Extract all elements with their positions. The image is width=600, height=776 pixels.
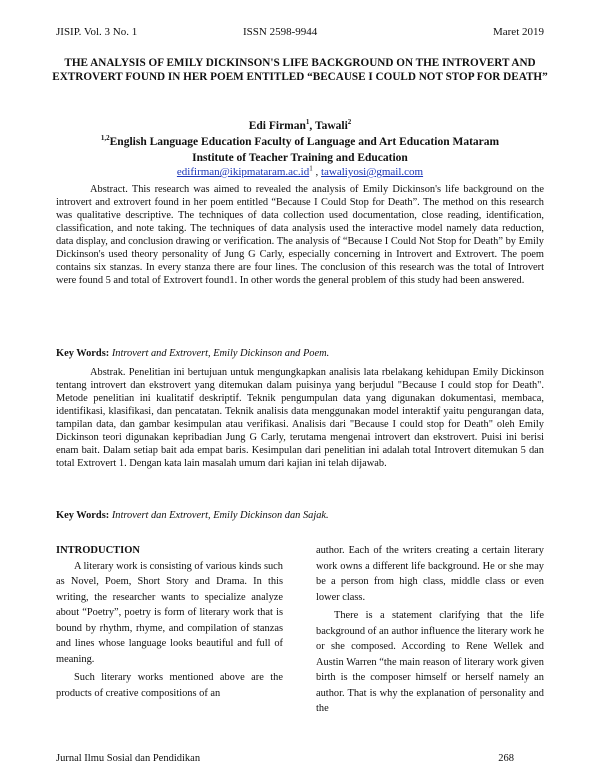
keywords-english-label: Key Words: [56,348,110,359]
affiliation-text: English Language Education Faculty of Language and Art Education Mataram Institute of Teacher Training and Education [109,136,500,164]
email-1-marker: 1 [309,164,313,173]
body-column-left [56,543,283,704]
keywords-indonesian-text: Introvert dan Extrovert, Emily Dickinson dan Sajak. [111,510,329,521]
author-2-marker: 2 [347,118,352,127]
paper-title: THE ANALYSIS OF EMILY DICKINSON'S LIFE BACKGROUND ON THE INTROVERT AND EXTROVERT FOUND IN HER POEM ENTITLED “BECAUSE I COULD NOT STOP FOR DEATH” [52,57,548,83]
author-line [0,119,600,134]
author-1-name: Edi Firman [248,120,306,132]
section-heading-introduction: INTRODUCTION [56,545,141,556]
header-journal: JISIP. Vol. 3 No. 1 [56,26,138,38]
author-1-marker: 1 [305,118,310,127]
header-issn: ISSN 2598-9944 [243,26,318,38]
keywords-indonesian [56,509,329,522]
body-column-right [316,543,544,720]
keywords-indonesian-label: Key Words: [56,510,110,521]
author-2-name: Tawali [314,120,348,132]
paragraph: There is a statement clarifying that the life background of an author influence the literary work he or she composed. According to Rene Wellek and Austin Warren “the main reason of literary work given birth is the composer himself or herself namely an author. That is why the explanation of personality and the [316,610,544,714]
affiliation-marker: 1,2 [100,134,110,143]
footer-journal: Jurnal Ilmu Sosial dan Pendidikan [56,753,201,764]
email-link-2[interactable]: tawaliyosi@gmail.com [320,166,424,178]
abstract-english: Abstract. This research was aimed to revealed the analysis of Emily Dickinson's life background on the introvert and extrovert found in her poem entitled “Because I Could Stop for Death”. The method on this research was qualitative descriptive. The techniques of data collection used documentation, close reading, identification, classification, and note taking. The techniques of data analysis used the interactive model namely data reduction, data display, and conclusion drawing or verification. The analysis of “Because I Could Not Stop for Death” by Emily Dickinson's used theory personality of Jung G Carly, especially concerning in Introvert and Extrovert. The poem contains six stanzas. In every stanza there are four lines. The conclusion of this research was the total of Introvert were found 5 and total of Extrovert found1. In other words the general problem of this study had been answered. [56,184,544,286]
paragraph: A literary work is consisting of various kinds such as Novel, Poem, Short Story and Drama. In this writing, the researcher wants to specialize analyze about “Poetry”, poetry is form of literary work that is bound by rhythm, rhyme, and compilation of stanzas and lines whose language looks beautiful and full of meaning. [56,560,283,665]
paragraph: author. Each of the writers creating a certain literary work owns a different life background. He or she may be a person from high class, middle class or even lower class. [316,545,544,603]
paragraph: Such literary works mentioned above are the products of creative compositions of an [56,672,283,699]
keywords-english-text: Introvert and Extrovert, Emily Dickinson and Poem. [111,348,330,359]
author-separator: , [309,120,315,132]
page-number: 268 [498,753,514,764]
email-link-1[interactable]: edifirman@ikipmataram.ac.id [176,166,310,178]
keywords-english [56,347,329,360]
header-date: Maret 2019 [492,26,544,38]
email-separator: , [312,166,321,178]
affiliation [80,134,520,166]
email-line [0,165,600,179]
abstract-indonesian: Abstrak. Penelitian ini bertujuan untuk mengungkapkan analisis lata rbelakang kehidupan Emily Dickinson tentang introvert dan ekstrovert yang ditemukan dalam puisinya yang berjudul "Because I could stop for Death". Metode penelitian ini kualitatif deskriptif. Teknik pengumpulan data yang digunakan dokumentasi, membaca, identifikasi, klasifikasi, dan pencatatan. Teknik analisis data menggunakan model interaktif yaitu pengurangan data, tampilan data, dan gambar kesimpulan atau verifikasi. Analisis dari "Because I could stop for Death" oleh Emily Dickinson teori digunakan kepribadian Jung G Carly, terutama mengenai introvert dan ekstrovert. Puisi ini berisi enam bait. Dalam setiap bait ada empat baris. Kesimpulan dari penelitian ini adalah total Introvert ditemukan 5 dan total Extrovert 1. Dengan kata lain masalah umum dari kajian ini telah dijawab. [56,367,544,469]
